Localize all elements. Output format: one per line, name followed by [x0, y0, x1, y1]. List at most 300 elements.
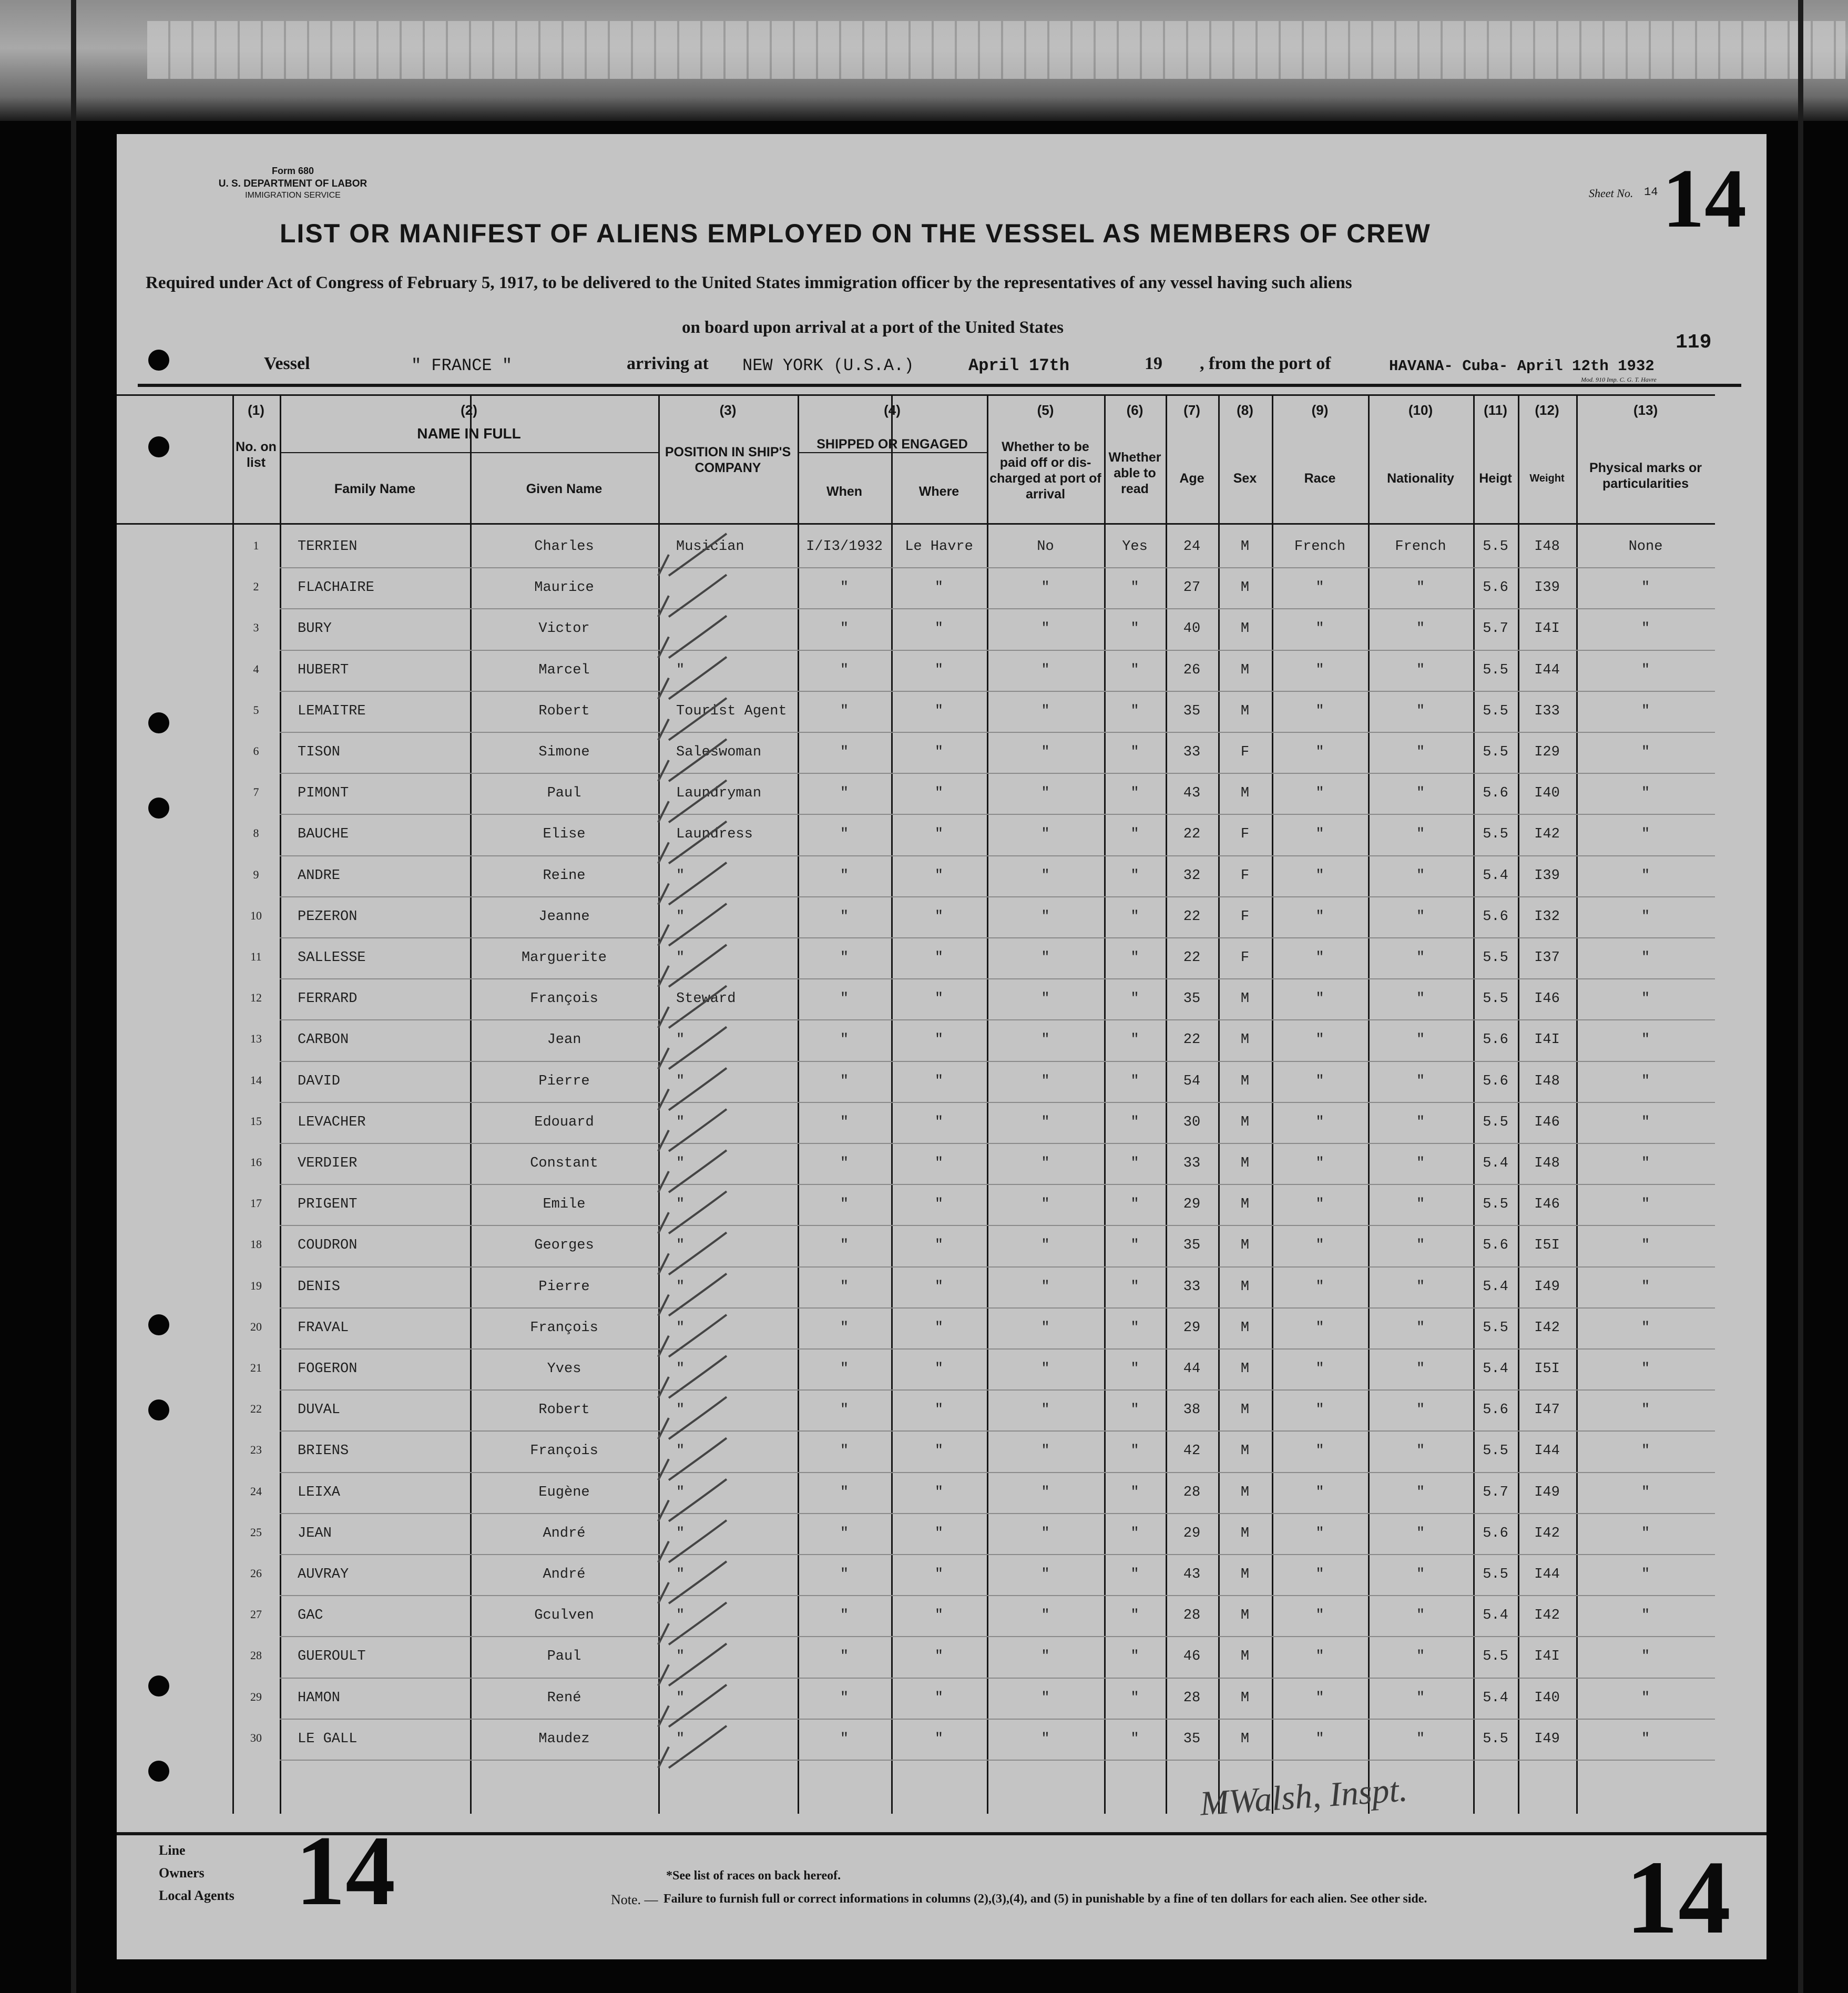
check-mark — [658, 1068, 727, 1110]
table-cell-race: " — [1315, 1649, 1324, 1665]
header-weight: Weight — [1529, 473, 1565, 484]
check-mark — [658, 1315, 727, 1357]
table-cell-race: " — [1315, 1690, 1324, 1706]
table-cell-nat: " — [1416, 1279, 1425, 1295]
table-cell-race: " — [1315, 621, 1324, 637]
table-cell-marks: " — [1641, 1608, 1650, 1624]
table-cell-weight: I48 — [1534, 1156, 1560, 1171]
table-cell-given: Pierre — [538, 1073, 590, 1089]
check-mark — [658, 616, 727, 658]
table-cell-height: 5.6 — [1483, 580, 1508, 596]
arrival-port: NEW YORK (U.S.A.) — [742, 356, 914, 375]
table-cell-no: 28 — [250, 1649, 262, 1662]
row-rule — [280, 1061, 1715, 1062]
table-cell-where: " — [934, 950, 944, 966]
table-header-rule — [117, 523, 1715, 525]
table-cell-read: " — [1130, 991, 1139, 1007]
table-cell-weight: I37 — [1534, 950, 1560, 966]
handwritten-number-left: 14 — [295, 1816, 395, 1926]
column-rule — [1218, 394, 1220, 1814]
table-cell-paid: " — [1041, 1567, 1050, 1582]
table-cell-when: " — [840, 826, 849, 843]
row-rule — [280, 1760, 1715, 1761]
table-cell-nat: " — [1416, 1649, 1425, 1665]
table-cell-weight: I40 — [1534, 1690, 1560, 1706]
row-rule — [280, 773, 1715, 774]
table-cell-where: " — [934, 1073, 944, 1089]
table-cell-nat: " — [1416, 1443, 1425, 1459]
header-paid-off: Whether to be paid off or dis-charged at port of arrival — [989, 440, 1101, 502]
table-cell-sex: M — [1240, 703, 1250, 719]
table-cell-where: " — [934, 1567, 944, 1582]
table-cell-weight: I4I — [1534, 1032, 1560, 1048]
check-mark — [658, 1520, 727, 1562]
check-mark — [658, 1274, 727, 1316]
punch-hole — [148, 1761, 169, 1782]
table-cell-height: 5.6 — [1483, 908, 1508, 925]
table-cell-no: 12 — [250, 991, 262, 1005]
table-cell-height: 5.6 — [1483, 1402, 1508, 1418]
row-rule — [280, 1348, 1715, 1350]
table-cell-no: 7 — [253, 785, 259, 799]
table-cell-position: " — [676, 1320, 685, 1336]
from-port: HAVANA- Cuba- April 12th 1932 — [1389, 357, 1655, 375]
table-cell-when: " — [840, 1402, 849, 1418]
row-rule — [280, 1019, 1715, 1020]
table-cell-given: Emile — [543, 1197, 586, 1213]
table-cell-race: " — [1315, 703, 1324, 719]
table-cell-weight: I5I — [1534, 1238, 1560, 1254]
table-cell-given: René — [547, 1690, 581, 1706]
subtitle-line-2: on board upon arrival at a port of the United States — [682, 318, 1064, 337]
header-physical-marks: Physical marks or particularities — [1589, 461, 1702, 491]
table-cell-position: " — [676, 1032, 685, 1048]
table-cell-height: 5.6 — [1483, 1525, 1508, 1541]
table-cell-read: " — [1130, 1690, 1139, 1706]
header-name-in-full: NAME IN FULL — [417, 425, 521, 442]
table-cell-paid: " — [1041, 1525, 1050, 1541]
film-frame-left — [71, 0, 76, 1993]
column-number: (11) — [1484, 402, 1507, 418]
table-cell-paid: " — [1041, 867, 1050, 884]
vessel-name: " FRANCE " — [411, 356, 513, 375]
table-cell-no: 18 — [250, 1238, 262, 1251]
table-cell-paid: " — [1041, 1032, 1050, 1048]
note-label: Note. — — [611, 1892, 658, 1907]
punch-hole — [148, 1314, 169, 1335]
table-cell-sex: M — [1240, 1731, 1250, 1747]
table-cell-paid: " — [1041, 1690, 1050, 1706]
table-cell-family: SALLESSE — [298, 950, 366, 966]
table-cell-age: 42 — [1183, 1443, 1201, 1459]
table-cell-given: Paul — [547, 785, 581, 802]
table-cell-weight: I42 — [1534, 1525, 1560, 1541]
table-cell-read: " — [1130, 1443, 1139, 1459]
sheet-number: 14 — [1644, 186, 1658, 199]
table-cell-marks: " — [1641, 1279, 1650, 1295]
table-cell-given: Marguerite — [521, 950, 607, 966]
table-cell-position: " — [676, 1525, 685, 1541]
table-cell-paid: " — [1041, 908, 1050, 925]
table-cell-height: 5.7 — [1483, 621, 1508, 637]
table-cell-paid: " — [1041, 1402, 1050, 1418]
table-cell-paid: " — [1041, 580, 1050, 596]
table-cell-weight: I49 — [1534, 1279, 1560, 1295]
table-cell-position: " — [676, 1484, 685, 1500]
table-cell-weight: I32 — [1534, 908, 1560, 925]
table-cell-nat: " — [1416, 908, 1425, 925]
table-cell-marks: " — [1641, 1156, 1650, 1171]
table-cell-where: " — [934, 1156, 944, 1171]
table-cell-position: " — [676, 1608, 685, 1624]
table-cell-nat: " — [1416, 1361, 1425, 1377]
table-cell-where: " — [934, 908, 944, 925]
table-cell-weight: I29 — [1534, 744, 1560, 760]
check-mark — [658, 1643, 727, 1685]
table-cell-position: " — [676, 662, 685, 678]
table-cell-where: " — [934, 703, 944, 719]
table-cell-race: " — [1315, 744, 1324, 760]
table-cell-given: François — [530, 1320, 598, 1336]
table-cell-family: LEMAITRE — [298, 703, 366, 719]
table-cell-race: " — [1315, 1320, 1324, 1336]
inspector-signature: MWalsh, Inspt. — [1198, 1770, 1409, 1823]
table-cell-paid: " — [1041, 1073, 1050, 1089]
table-cell-nat: " — [1416, 785, 1425, 802]
row-rule — [280, 1143, 1715, 1144]
table-cell-nat: " — [1416, 703, 1425, 719]
table-cell-no: 5 — [253, 703, 259, 717]
table-cell-sex: M — [1240, 1567, 1250, 1582]
table-cell-where: " — [934, 1484, 944, 1500]
table-cell-given: Yves — [547, 1361, 581, 1377]
table-cell-race: " — [1315, 1443, 1324, 1459]
row-rule — [280, 1102, 1715, 1103]
table-cell-age: 32 — [1183, 867, 1201, 884]
table-cell-read: " — [1130, 826, 1139, 843]
check-mark — [658, 698, 727, 740]
table-cell-nat: " — [1416, 1690, 1425, 1706]
check-mark — [658, 1191, 727, 1233]
table-cell-sex: M — [1240, 621, 1250, 637]
row-rule — [280, 691, 1715, 692]
table-cell-where: " — [934, 1443, 944, 1459]
table-cell-sex: M — [1240, 1156, 1250, 1171]
column-number: (7) — [1183, 402, 1200, 418]
check-mark — [658, 904, 727, 946]
table-cell-sex: M — [1240, 1690, 1250, 1706]
table-cell-no: 14 — [250, 1073, 262, 1087]
table-cell-paid: " — [1041, 1361, 1050, 1377]
table-cell-no: 16 — [250, 1156, 262, 1169]
table-cell-family: BAUCHE — [298, 826, 349, 843]
table-cell-no: 4 — [253, 662, 259, 676]
column-rule — [1368, 394, 1370, 1814]
table-cell-nat: " — [1416, 1114, 1425, 1130]
row-rule — [280, 1719, 1715, 1720]
row-rule — [280, 814, 1715, 815]
table-cell-height: 5.4 — [1483, 1608, 1508, 1624]
table-cell-nat: " — [1416, 826, 1425, 843]
table-cell-sex: M — [1240, 1484, 1250, 1500]
table-cell-position: " — [676, 950, 685, 966]
table-cell-sex: M — [1240, 785, 1250, 802]
table-cell-marks: " — [1641, 1114, 1650, 1130]
table-cell-read: " — [1130, 1197, 1139, 1213]
row-rule — [280, 608, 1715, 609]
header-able-to-read: Whether able to read — [1108, 450, 1161, 496]
table-cell-given: André — [543, 1525, 586, 1541]
table-cell-position: " — [676, 1114, 685, 1130]
row-rule — [280, 1389, 1715, 1391]
table-cell-no: 15 — [250, 1114, 262, 1128]
table-cell-paid: " — [1041, 1320, 1050, 1336]
table-cell-race: " — [1315, 1073, 1324, 1089]
table-cell-when: I/I3/1932 — [806, 539, 883, 555]
document-title: LIST OR MANIFEST OF ALIENS EMPLOYED ON THE VESSEL AS MEMBERS OF CREW — [280, 219, 1431, 248]
film-frame-right — [1798, 0, 1803, 1993]
table-cell-family: CARBON — [298, 1032, 349, 1048]
table-cell-given: Constant — [530, 1156, 598, 1171]
header-when: When — [826, 484, 863, 499]
table-cell-position: Musician — [676, 539, 744, 555]
table-cell-sex: M — [1240, 580, 1250, 596]
table-cell-height: 5.5 — [1483, 539, 1508, 555]
table-cell-given: Maurice — [534, 580, 594, 596]
table-cell-no: 9 — [253, 867, 259, 881]
table-cell-paid: No — [1037, 539, 1054, 555]
table-cell-no: 24 — [250, 1484, 262, 1498]
table-top-rule — [117, 394, 1715, 396]
table-cell-race: " — [1315, 908, 1324, 925]
table-cell-no: 22 — [250, 1402, 262, 1416]
table-cell-no: 21 — [250, 1361, 262, 1374]
table-cell-weight: I33 — [1534, 703, 1560, 719]
table-cell-race: French — [1294, 539, 1346, 555]
table-cell-race: " — [1315, 867, 1324, 884]
table-cell-paid: " — [1041, 1443, 1050, 1459]
table-cell-no: 30 — [250, 1731, 262, 1744]
table-cell-weight: I39 — [1534, 867, 1560, 884]
table-cell-position: Steward — [676, 991, 736, 1007]
table-cell-race: " — [1315, 1567, 1324, 1582]
table-cell-family: ANDRE — [298, 867, 341, 884]
table-cell-marks: " — [1641, 867, 1650, 884]
table-cell-height: 5.4 — [1483, 1156, 1508, 1171]
row-rule — [280, 1266, 1715, 1268]
table-cell-age: 28 — [1183, 1484, 1201, 1500]
film-strip — [147, 21, 1845, 79]
table-cell-no: 29 — [250, 1690, 262, 1703]
table-cell-nat: " — [1416, 1032, 1425, 1048]
table-cell-marks: " — [1641, 908, 1650, 925]
table-cell-race: " — [1315, 950, 1324, 966]
column-number: (5) — [1037, 402, 1054, 418]
table-cell-no: 13 — [250, 1032, 262, 1046]
column-rule — [1518, 394, 1519, 1814]
check-mark — [658, 821, 727, 863]
check-mark — [658, 534, 727, 576]
column-rule — [280, 394, 281, 1814]
table-cell-read: " — [1130, 785, 1139, 802]
column-number: (1) — [248, 402, 264, 418]
check-mark — [658, 986, 727, 1028]
table-cell-no: 19 — [250, 1279, 262, 1292]
table-cell-when: " — [840, 703, 849, 719]
table-cell-read: " — [1130, 1731, 1139, 1747]
table-cell-when: " — [840, 991, 849, 1007]
table-cell-sex: M — [1240, 1402, 1250, 1418]
table-cell-weight: I46 — [1534, 991, 1560, 1007]
table-cell-read: " — [1130, 1525, 1139, 1541]
table-cell-read: " — [1130, 1402, 1139, 1418]
page-stamp: 119 — [1676, 331, 1712, 354]
sheet-number-large: 14 — [1662, 151, 1747, 245]
table-cell-marks: " — [1641, 1361, 1650, 1377]
column-rule — [1473, 394, 1475, 1814]
column-number: (13) — [1633, 402, 1658, 418]
table-cell-where: " — [934, 1649, 944, 1665]
row-rule — [280, 1636, 1715, 1637]
table-cell-height: 5.6 — [1483, 785, 1508, 802]
column-number: (4) — [884, 402, 901, 418]
table-cell-nat: " — [1416, 1073, 1425, 1089]
table-cell-family: FOGERON — [298, 1361, 358, 1377]
row-rule — [280, 1430, 1715, 1432]
table-cell-nat: " — [1416, 1484, 1425, 1500]
row-rule — [280, 1472, 1715, 1473]
punch-hole — [148, 1675, 169, 1696]
table-cell-where: " — [934, 621, 944, 637]
table-cell-nat: " — [1416, 991, 1425, 1007]
table-cell-weight: I48 — [1534, 539, 1560, 555]
table-cell-given: François — [530, 1443, 598, 1459]
table-cell-read: " — [1130, 1032, 1139, 1048]
table-cell-paid: " — [1041, 1279, 1050, 1295]
check-mark — [658, 1109, 727, 1151]
row-rule — [280, 567, 1715, 568]
row-rule — [280, 1513, 1715, 1514]
check-mark — [658, 657, 727, 699]
table-cell-when: " — [840, 1114, 849, 1130]
table-cell-weight: I44 — [1534, 1567, 1560, 1582]
table-cell-weight: I44 — [1534, 1443, 1560, 1459]
table-cell-read: " — [1130, 703, 1139, 719]
table-cell-sex: M — [1240, 1608, 1250, 1624]
table-cell-no: 8 — [253, 826, 259, 840]
table-cell-when: " — [840, 662, 849, 678]
table-cell-read: " — [1130, 1114, 1139, 1130]
table-cell-marks: " — [1641, 950, 1650, 966]
table-cell-given: Georges — [534, 1238, 594, 1254]
table-cell-no: 2 — [253, 580, 259, 594]
table-cell-position: " — [676, 1238, 685, 1254]
table-cell-weight: I47 — [1534, 1402, 1560, 1418]
header-family-name: Family Name — [334, 482, 416, 496]
table-cell-when: " — [840, 1608, 849, 1624]
table-cell-height: 5.5 — [1483, 1567, 1508, 1582]
table-cell-age: 35 — [1183, 991, 1201, 1007]
table-cell-height: 5.6 — [1483, 1238, 1508, 1254]
table-cell-when: " — [840, 785, 849, 802]
table-cell-family: COUDRON — [298, 1238, 358, 1254]
check-mark — [658, 1438, 727, 1480]
header-where: Where — [918, 484, 959, 499]
row-rule — [280, 1595, 1715, 1596]
table-cell-nat: " — [1416, 744, 1425, 760]
table-cell-height: 5.5 — [1483, 703, 1508, 719]
table-cell-age: 43 — [1183, 785, 1201, 802]
punch-hole — [148, 712, 169, 733]
table-cell-sex: F — [1240, 744, 1250, 760]
table-cell-family: TISON — [298, 744, 341, 760]
table-cell-read: " — [1130, 1238, 1139, 1254]
table-cell-height: 5.5 — [1483, 826, 1508, 843]
footer-local-agents-label: Local Agents — [159, 1888, 234, 1903]
table-cell-family: LEIXA — [298, 1484, 341, 1500]
table-cell-no: 27 — [250, 1608, 262, 1621]
table-cell-position: " — [676, 1073, 685, 1089]
table-cell-weight: I46 — [1534, 1197, 1560, 1213]
table-cell-family: AUVRAY — [298, 1567, 349, 1582]
table-cell-race: " — [1315, 785, 1324, 802]
table-cell-marks: " — [1641, 1197, 1650, 1213]
table-cell-when: " — [840, 908, 849, 925]
table-cell-weight: I49 — [1534, 1484, 1560, 1500]
table-cell-position: " — [676, 1731, 685, 1747]
table-cell-read: " — [1130, 1279, 1139, 1295]
column-number: (9) — [1311, 402, 1329, 418]
table-cell-read: " — [1130, 1567, 1139, 1582]
table-cell-age: 46 — [1183, 1649, 1201, 1665]
table-cell-where: " — [934, 1197, 944, 1213]
table-cell-sex: M — [1240, 662, 1250, 678]
table-cell-paid: " — [1041, 785, 1050, 802]
table-cell-position: " — [676, 1443, 685, 1459]
table-cell-given: Paul — [547, 1649, 581, 1665]
row-rule — [280, 855, 1715, 856]
table-cell-race: " — [1315, 580, 1324, 596]
table-cell-when: " — [840, 580, 849, 596]
row-rule — [280, 1678, 1715, 1679]
name-subheader-rule — [280, 452, 658, 453]
table-cell-marks: " — [1641, 1443, 1650, 1459]
table-cell-where: " — [934, 1402, 944, 1418]
arriving-label: arriving at — [627, 354, 709, 373]
table-cell-read: " — [1130, 908, 1139, 925]
check-mark — [658, 739, 727, 781]
table-cell-race: " — [1315, 1484, 1324, 1500]
table-cell-where: " — [934, 1608, 944, 1624]
header-shipped-or-engaged: SHIPPED OR ENGAGED — [816, 437, 968, 452]
table-cell-where: " — [934, 1731, 944, 1747]
table-cell-height: 5.5 — [1483, 1731, 1508, 1747]
table-cell-age: 28 — [1183, 1608, 1201, 1624]
column-rule — [891, 394, 893, 1814]
table-cell-race: " — [1315, 662, 1324, 678]
table-cell-race: " — [1315, 1114, 1324, 1130]
table-cell-position: " — [676, 1567, 685, 1582]
table-cell-height: 5.6 — [1483, 1073, 1508, 1089]
table-cell-age: 35 — [1183, 703, 1201, 719]
table-cell-sex: F — [1240, 867, 1250, 884]
table-cell-paid: " — [1041, 1238, 1050, 1254]
column-number: (6) — [1126, 402, 1143, 418]
table-cell-read: " — [1130, 621, 1139, 637]
table-cell-paid: " — [1041, 744, 1050, 760]
table-cell-height: 5.5 — [1483, 744, 1508, 760]
check-mark — [658, 575, 727, 617]
